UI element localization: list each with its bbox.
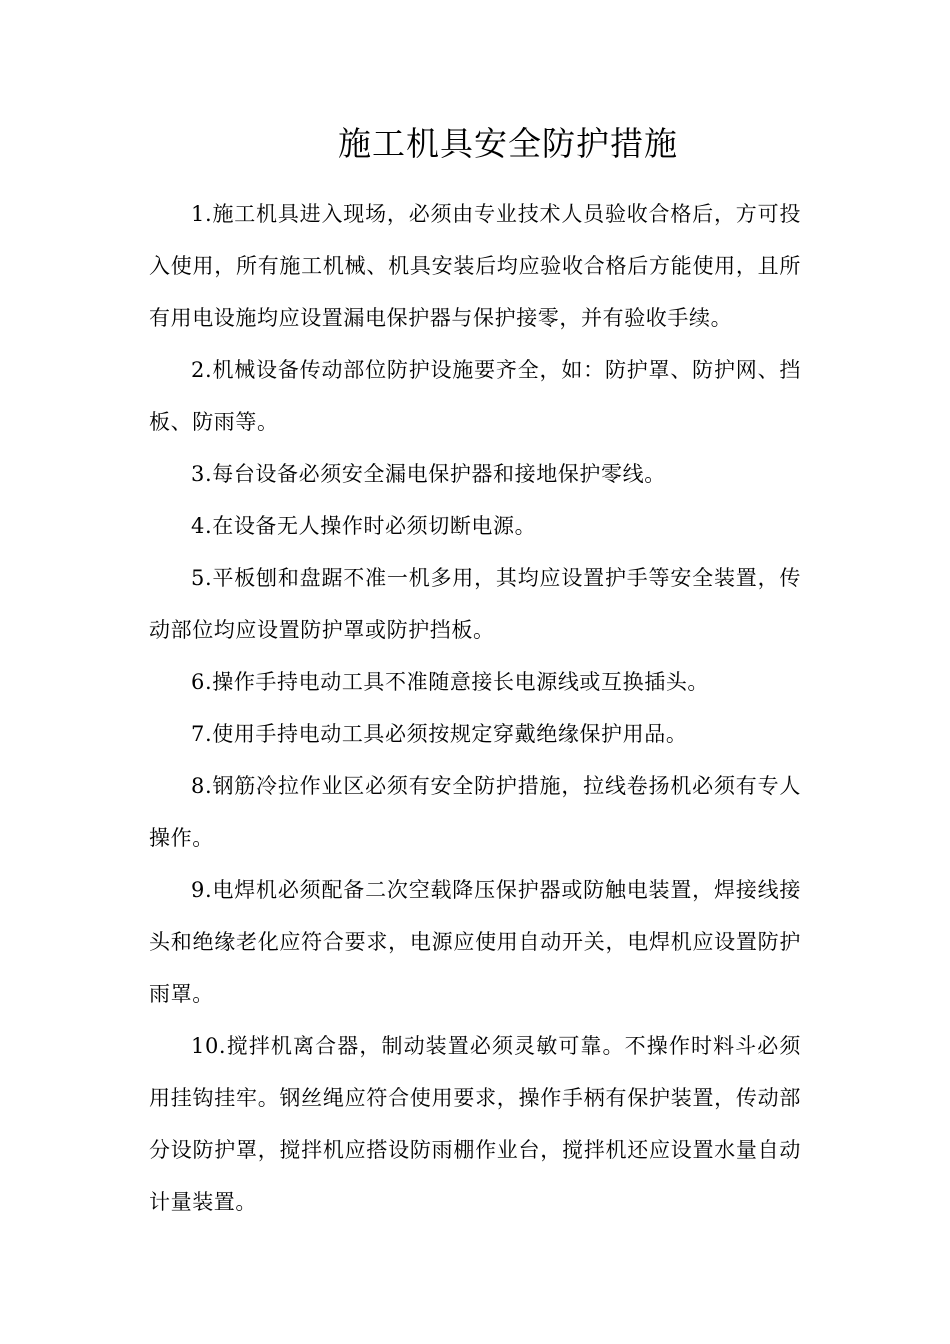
paragraph-4: 4.在设备无人操作时必须切断电源。 [191, 514, 537, 538]
paragraph-1: 1.施工机具进入现场，必须由专业技术人员验收合格后，方可投入使用，所有施工机械、机具安装后均应验收合格后方能使用，且所有用电设施均应设置漏电保护器与保护接零，并有验收手续。 [149, 202, 801, 330]
paragraph-7: 7.使用手持电动工具必须按规定穿戴绝缘保护用品。 [191, 722, 688, 746]
paragraph-6: 6.操作手持电动工具不准随意接长电源线或互换插头。 [191, 670, 710, 694]
paragraph-3: 3.每台设备必须安全漏电保护器和接地保护零线。 [191, 462, 666, 486]
paragraph-8: 8.钢筋冷拉作业区必须有安全防护措施，拉线卷扬机必须有专人操作。 [149, 774, 801, 850]
document-title: 施工机具安全防护措施 [338, 124, 678, 163]
document-body [149, 188, 801, 1228]
paragraph-5: 5.平板刨和盘踞不准一机多用，其均应设置护手等安全装置，传动部位均应设置防护罩或防护挡板。 [149, 566, 801, 642]
paragraph-9: 9.电焊机必须配备二次空载降压保护器或防触电装置，焊接线接头和绝缘老化应符合要求，电源应使用自动开关，电焊机应设置防护雨罩。 [149, 878, 801, 1006]
paragraph-2: 2.机械设备传动部位防护设施要齐全，如：防护罩、防护网、挡板、防雨等。 [149, 358, 801, 434]
paragraph-10: 10.搅拌机离合器，制动装置必须灵敏可靠。不操作时料斗必须用挂钩挂牢。钢丝绳应符合使用要求，操作手柄有保护装置，传动部分设防护罩，搅拌机应搭设防雨棚作业台，搅拌机还应设置水量自动计量装置。 [149, 1034, 801, 1214]
